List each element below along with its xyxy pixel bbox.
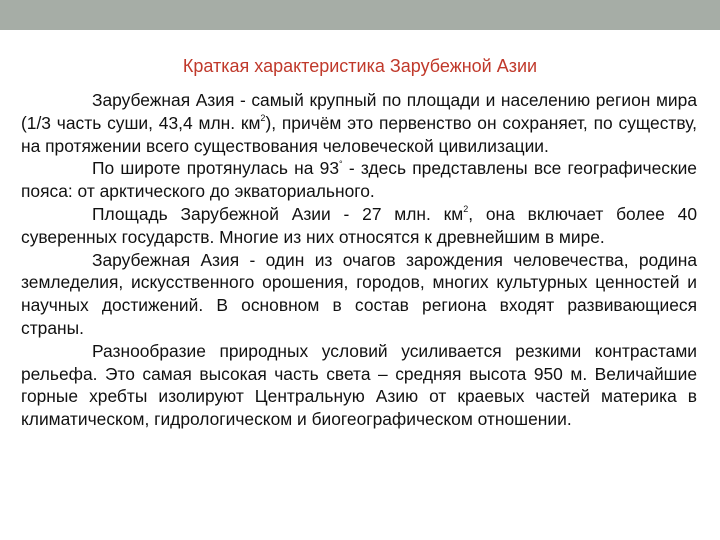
paragraph-2 xyxy=(21,157,697,203)
paragraph-3-text-a: Площадь Зарубежной Азии - 27 млн. км xyxy=(92,203,464,224)
paragraph-5: Разнообразие природных условий усиливается резкими контрастами рельефа. Это самая высокая часть света – средняя высота 950 м. Величайшие горные хребты изолируют Центральную Азию от краевых частей материка в климатическом, гидрологическом и биогеографическом отношении. xyxy=(21,340,697,430)
paragraph-2-text-a: По широте протянулась на 93 xyxy=(92,158,340,179)
top-bar xyxy=(0,0,720,30)
paragraph-1-text-b: ), причём это первенство он сохраняет, по существу, на протяжении всего существования человеческой цивилизации. xyxy=(21,112,697,156)
slide-content xyxy=(21,89,697,431)
degree-superscript: ° xyxy=(339,158,343,169)
superscript-2: 2 xyxy=(463,204,469,215)
paragraph-1 xyxy=(21,89,697,157)
paragraph-4: Зарубежная Азия - один из очагов зарождения человечества, родина земледелия, искусственного орошения, городов, многих культурных ценностей и научных достижений. В основном в состав региона входят развивающиеся страны. xyxy=(21,249,697,338)
slide-title: Краткая характеристика Зарубежной Азии xyxy=(182,56,538,76)
paragraph-3 xyxy=(21,203,697,249)
paragraph-2-text-b: - здесь представлены все географические пояса: от арктического до экваториального. xyxy=(21,158,697,202)
paragraph-3-text-b: , она включает более 40 суверенных государств. Многие из них относятся к древнейшим в мире. xyxy=(21,203,697,247)
superscript-2: 2 xyxy=(260,113,266,123)
paragraph-1-text-a: Зарубежная Азия - самый крупный по площади и населению регион мира (1/3 часть суши, 43,4 млн. км xyxy=(21,90,697,133)
